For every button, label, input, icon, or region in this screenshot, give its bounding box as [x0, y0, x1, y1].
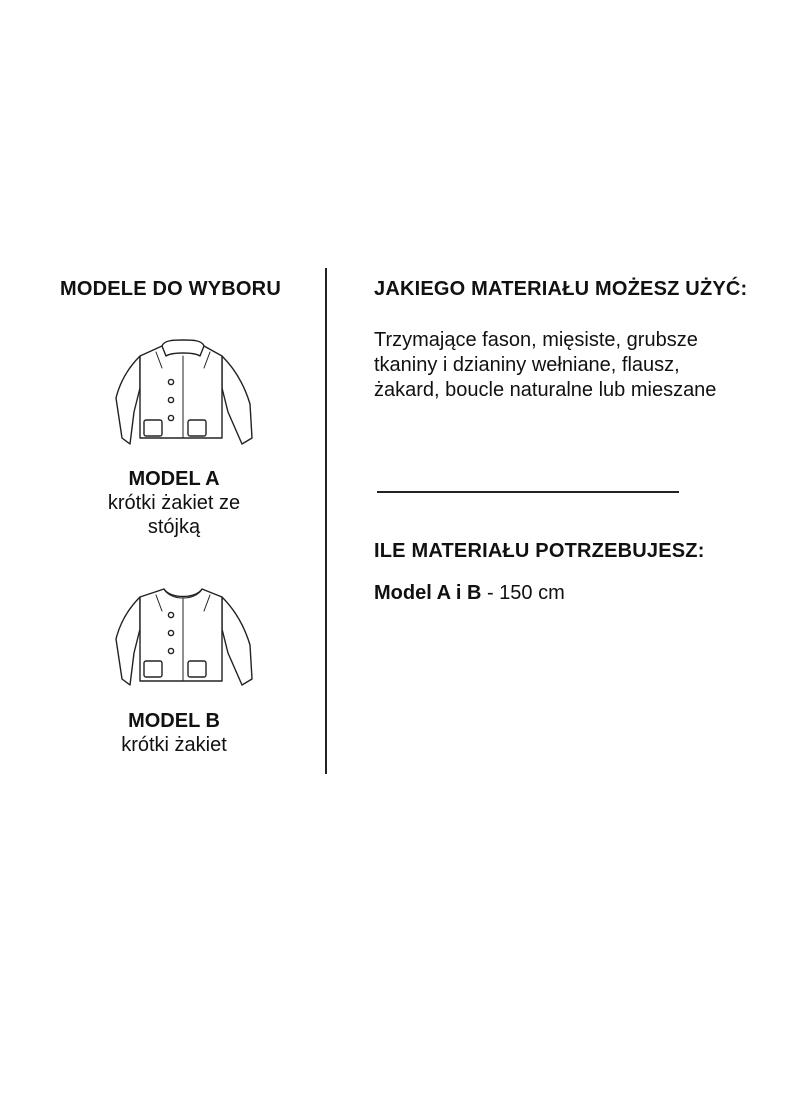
model-a-desc-line1: krótki żakiet ze	[107, 492, 241, 514]
model-b-title: MODEL B	[128, 710, 220, 732]
model-a-desc-line2: stójką	[147, 516, 201, 538]
material-heading: JAKIEGO MATERIAŁU MOŻESZ UŻYĆ:	[374, 278, 748, 300]
models-heading: MODELE DO WYBORU	[60, 278, 281, 300]
material-line: żakard, boucle naturalne lub mieszane	[374, 379, 717, 401]
amount-value: - 150 cm	[481, 582, 565, 604]
column-divider	[325, 268, 327, 774]
amount-label: Model A i B	[374, 582, 482, 604]
model-a-title: MODEL A	[128, 468, 220, 490]
amount-heading: ILE MATERIAŁU POTRZEBUJESZ:	[374, 540, 705, 562]
fabric-amount	[374, 582, 565, 605]
material-line: Trzymające fason, mięsiste, grubsze	[374, 329, 698, 351]
jacket-stand-collar-icon	[110, 338, 256, 450]
jacket-round-neck-icon	[110, 587, 256, 689]
material-line: tkaniny i dzianiny wełniane, flausz,	[374, 354, 680, 376]
section-divider	[377, 491, 679, 493]
material-description	[374, 328, 784, 403]
model-b-desc-line1: krótki żakiet	[121, 734, 227, 756]
